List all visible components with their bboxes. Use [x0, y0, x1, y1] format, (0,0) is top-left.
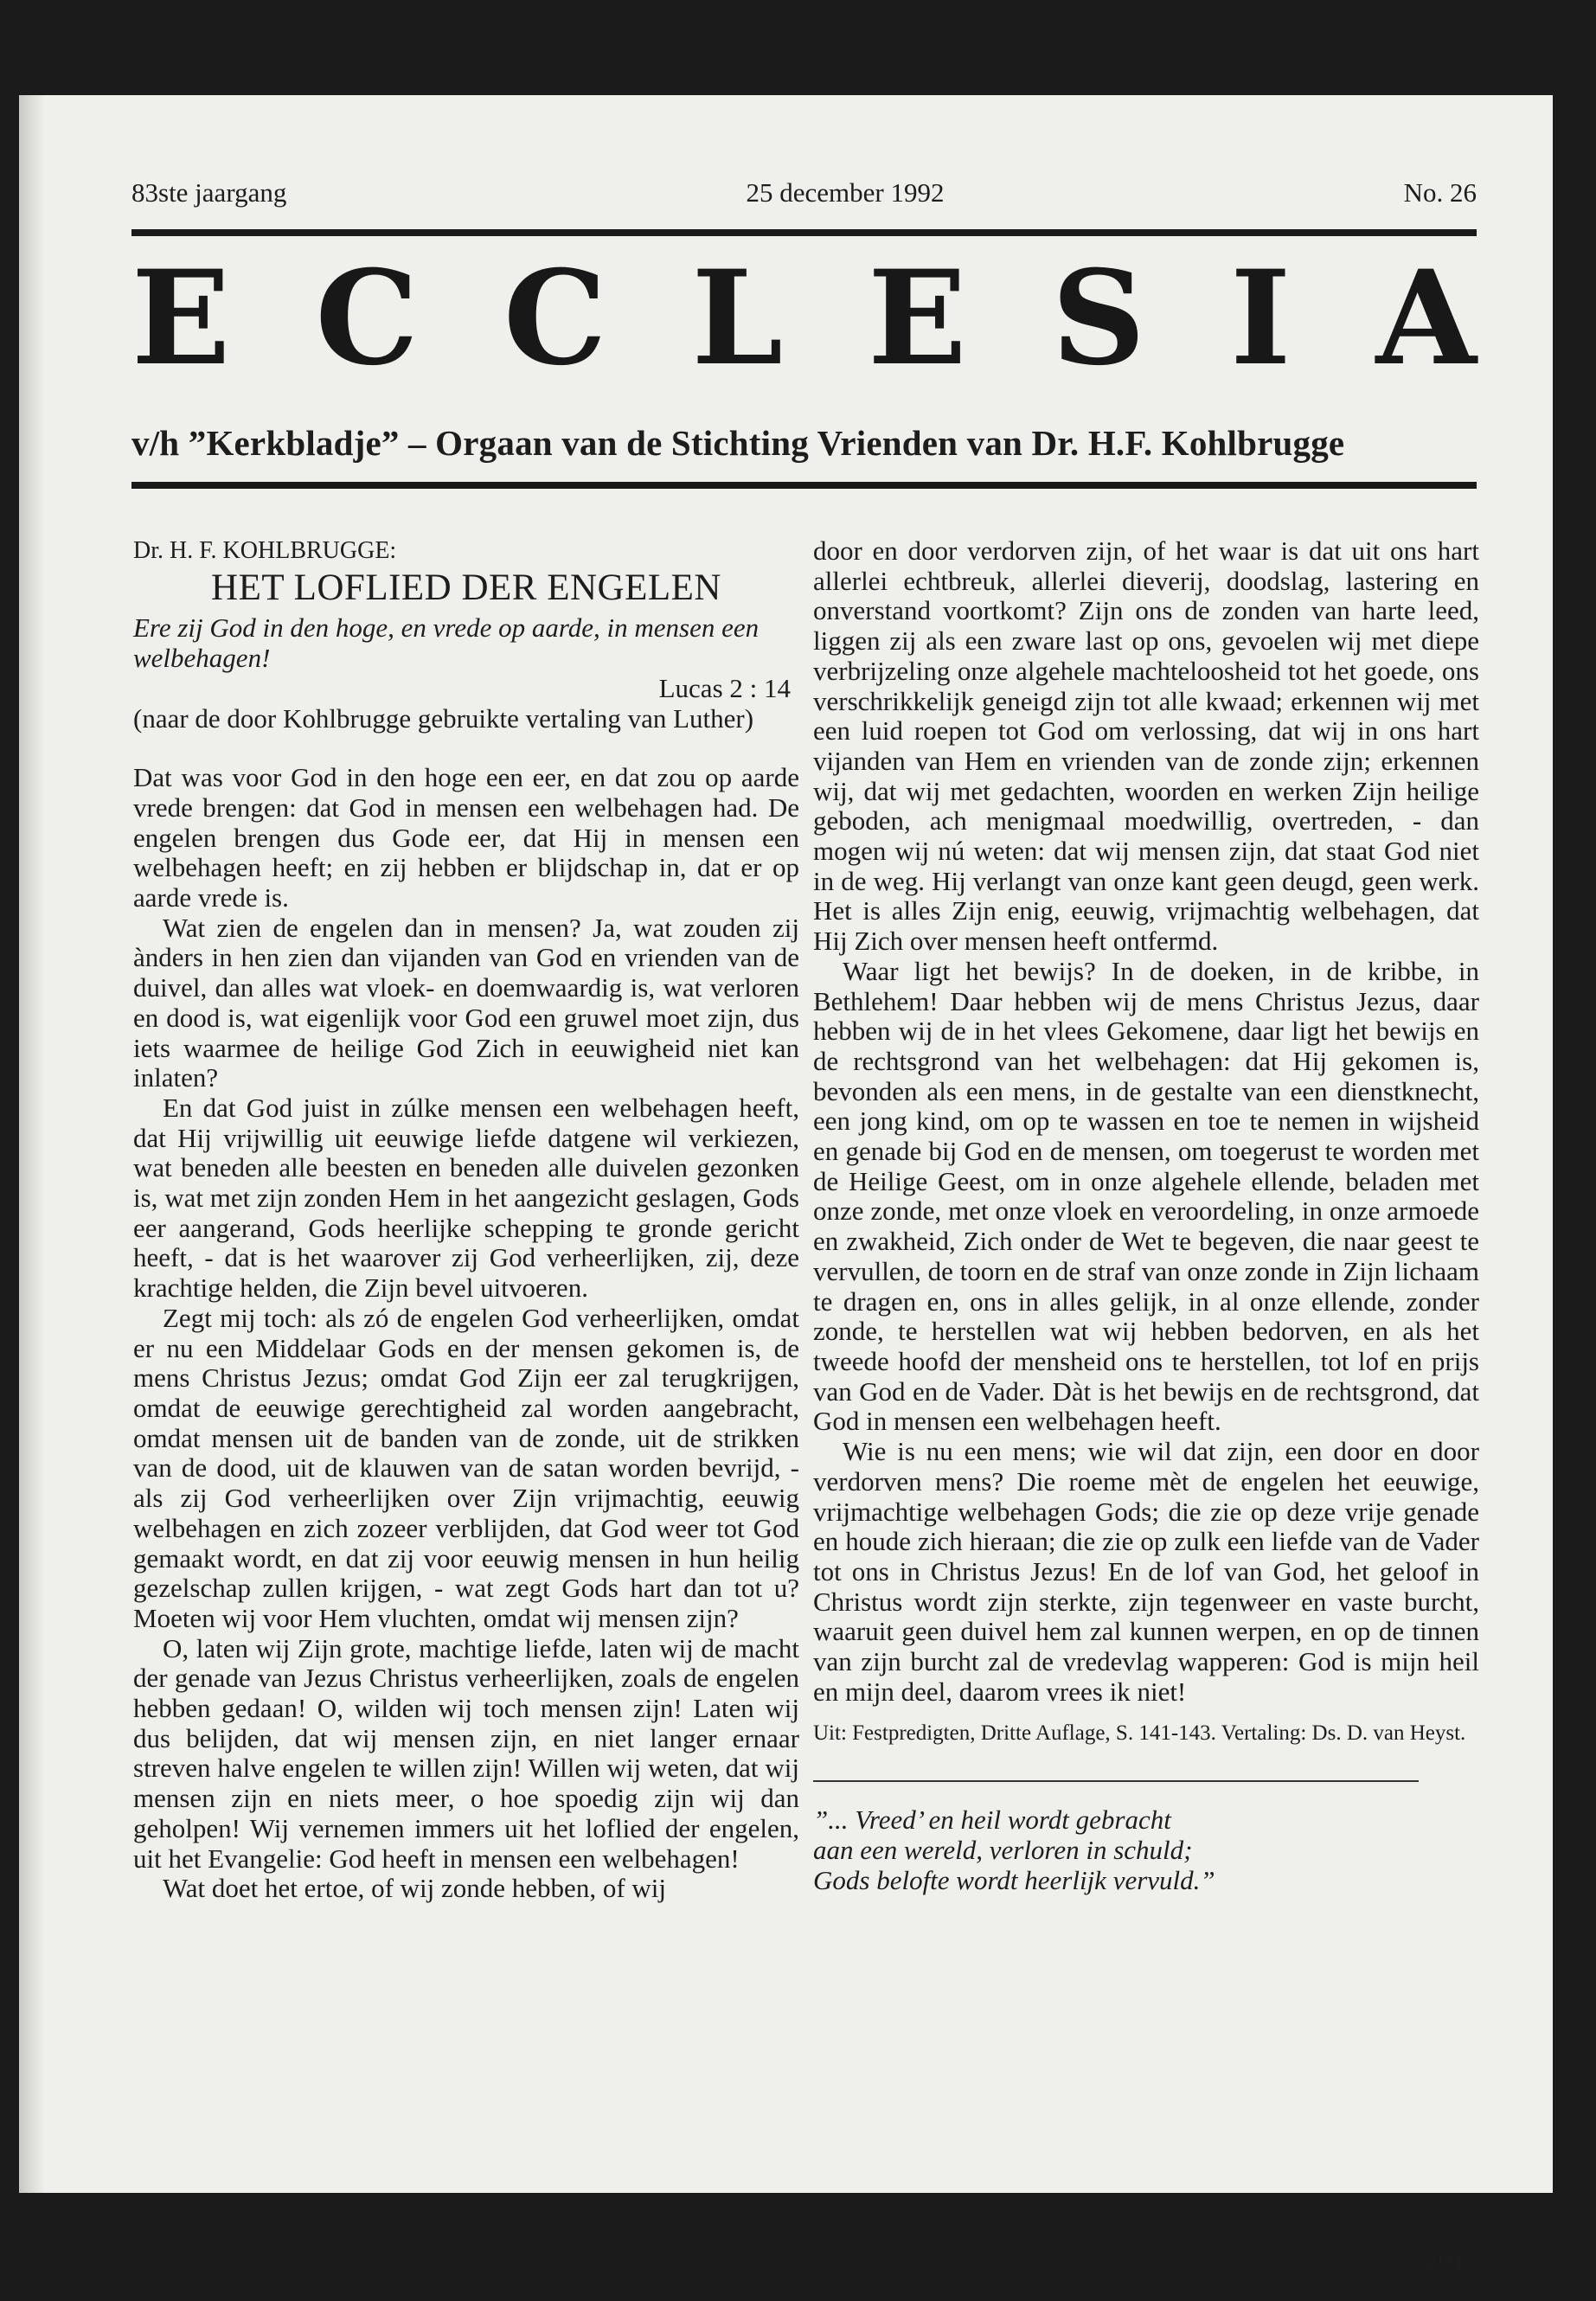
- issue-number: No. 26: [1403, 177, 1477, 208]
- section-divider: [813, 1780, 1419, 1782]
- masthead-letter: C: [315, 242, 419, 394]
- header-rule: [131, 229, 1477, 236]
- bible-reference: Lucas 2 : 14: [658, 672, 791, 703]
- header-line: [131, 177, 1477, 208]
- masthead-letter: I: [1230, 242, 1292, 394]
- paragraph: Wie is nu een mens; wie wil dat zijn, een door en door verdorven mens? Die roeme mèt de engelen het eeuwige, vrijmachtige welbehagen Gods; die zie op deze vrije genade en houde zich hieraan; die zie op zulk een liefde van de Vader tot ons in Christus Jezus! En de lof van God, het geloof in Christus wordt zijn sterkte, zijn tegenweer en vaste burcht, waaruit geen duivel hem zal kunnen werpen, en op de tinnen van zijn burcht zal de vredevlag wapperen: God is mijn heil en mijn deel, daarom vrees ik niet!: [813, 1436, 1479, 1707]
- paragraph: En dat God juist in zúlke mensen een welbehagen heeft, dat Hij vrijwillig uit eeuwige liefde datgene wil verkiezen, wat beneden alle beesten en beneden alle duivelen gezonken is, wat met zijn zonden Hem in het aangezicht geslagen, Gods eer aangerand, Gods heerlijke schepping te gronde gericht heeft, - dat is het waarover zij God verheerlijken, zij, deze krachtige helden, die Zijn bevel uitvoeren.: [133, 1092, 799, 1304]
- bible-motto: Ere zij God in den hoge, en vrede op aarde, in mensen een welbehagen!: [133, 612, 760, 674]
- masthead-letter: E: [868, 242, 967, 394]
- translation-note: (naar de door Kohlbrugge gebruikte vertaling van Luther): [133, 702, 754, 734]
- source-note: Uit: Festpredigten, Dritte Auflage, S. 141-143. Vertaling: Ds. D. van Heyst.: [813, 1721, 1466, 1746]
- poem-line: ”... Vreed’ en heil wordt gebracht: [813, 1804, 1171, 1836]
- poem-line: Gods belofte wordt heerlijk vervuld.”: [813, 1865, 1215, 1896]
- article-author: Dr. H. F. KOHLBRUGGE:: [133, 537, 397, 564]
- masthead-subtitle: v/h ”Kerkbladje” – Orgaan van de Stichting Vrienden van Dr. H.F. Kohlbrugge: [131, 423, 1345, 463]
- paragraph: Zegt mij toch: als zó de engelen God verheerlijken, omdat er nu een Middelaar Gods en der mensen gekomen is, de mens Christus Jezus; omdat God Zijn eer zal terugkrijgen, omdat de eeuwige gerechtigheid zal worden aangebracht, omdat mensen uit de banden van de zonde, uit de strikken van de dood, uit de klauwen van de satan worden bevrijd, - als zij God verheerlijken over Zijn vrijmachtig, eeuwig welbehagen en zich zozeer verblijden, dat God weer tot God gemaakt wordt, en dat zij voor eeuwig mensen in hun heilig gezelschap zullen krijgen, - wat zegt Gods hart dan tot u? Moeten wij voor Hem vluchten, omdat wij mensen zijn?: [133, 1302, 799, 1633]
- page-number: 201: [1425, 2245, 1465, 2275]
- paragraph: Wat zien de engelen dan in mensen? Ja, wat zouden zij ànders in hen zien dan vijanden van God en vrienden van de duivel, dan alles wat vloek- en doemwaardig is, wat verloren en dood is, wat eigenlijk voor God een gruwel moet zijn, dus iets waarmee de heilige God Zich in eeuwigheid niet kan inlaten?: [133, 912, 799, 1093]
- article-column-right: [813, 536, 1479, 1895]
- issue-date: 25 december 1992: [746, 177, 945, 208]
- paragraph: door en door verdorven zijn, of het waar is dat uit ons hart allerlei echtbreuk, allerlei dieverij, doodslag, lastering en onverstand voortkomt? Zijn ons de zonden van harte leed, liggen zij als een zware last op ons, gevoelen wij met diepe verbrijzeling onze algehele machteloosheid tot het goede, ons verschrikkelijk geneigd zijn tot alle kwaad; erkennen wij met een luid roepen tot God om verlossing, dat wij in ons hart vijanden van Hem en vrienden van de zonde zijn; erkennen wij, dat wij met gedachten, woorden en werken Zijn heilige geboden, ach menigmaal moedwillig, overtreden, - dan mogen wij nú weten: dat wij mensen zijn, dat staat God niet in de weg. Hij verlangt van onze kant geen deugd, geen werk. Het is alles Zijn enig, eeuwig, vrijmachtig welbehagen, dat Hij Zich over mensen heeft ontfermd.: [813, 535, 1479, 957]
- masthead-rule: [131, 482, 1477, 489]
- paragraph: Dat was voor God in den hoge een eer, en dat zou op aarde vrede brengen: dat God in mensen een welbehagen had. De engelen brengen dus Gode eer, dat Hij in mensen een welbehagen heeft; en zij hebben er blijdschap in, dat er op aarde vrede is.: [133, 762, 799, 913]
- masthead-title: [131, 242, 1477, 394]
- masthead-letter: C: [503, 242, 607, 394]
- masthead-letter: A: [1375, 242, 1477, 394]
- page-content: [19, 95, 1553, 2275]
- article-column-left: [133, 536, 799, 1904]
- masthead-letter: S: [1051, 242, 1146, 394]
- paragraph: Wat doet het ertoe, of wij zonde hebben, of wij: [163, 1873, 667, 1904]
- page-sheet: [19, 95, 1553, 2275]
- poem-line: aan een wereld, verloren in schuld;: [813, 1835, 1193, 1866]
- article-title: HET LOFLIED DER ENGELEN: [211, 567, 721, 608]
- paragraph: Waar ligt het bewijs? In de doeken, in de kribbe, in Bethlehem! Daar hebben wij de mens Christus Jezus, daar hebben wij de in het vlees Gekomene, daar ligt het bewijs en de rechtsgrond van het welbehagen: dat Hij gekomen is, bevonden als een mens, in de gestalte van een dienstknecht, een jong kind, om op te wassen en toe te nemen in wijsheid en genade bij God en de mensen, om toegerust te worden met de Heilige Geest, om in onze algehele ellende, beladen met onze zonde, met onze vloek en veroordeling, in onze armoede en zwakheid, Zich onder de Wet te begeven, die naar geest te vervullen, de toorn en de straf van onze zonde in Zijn lichaam te dragen en, ons in alles gelijk, in al onze ellende, zonder zonde, te herstellen wat wij hebben bedorven, en als het tweede hoofd der mensheid ons te herstellen, tot lof en prijs van God en de Vader. Dàt is het bewijs en de rechtsgrond, dat God in mensen een welbehagen heeft.: [813, 955, 1479, 1437]
- paragraph: O, laten wij Zijn grote, machtige liefde, laten wij de macht der genade van Jezus Christus verheerlijken, zoals de engelen hebben gedaan! O, wilden wij toch mensen zijn! Laten wij dus belijden, dat wij mensen zijn, en niet langer ernaar streven halve engelen te willen zijn! Willen wij weten, dat wij mensen zijn en niets meer, o hoe spoedig zijn wij dan geholpen! Wij vernemen immers uit het loflied der engelen, uit het Evangelie: God heeft in mensen een welbehagen!: [133, 1632, 799, 1874]
- masthead-letter: L: [691, 242, 784, 394]
- masthead-letter: E: [131, 242, 231, 394]
- volume-label: 83ste jaargang: [131, 177, 287, 208]
